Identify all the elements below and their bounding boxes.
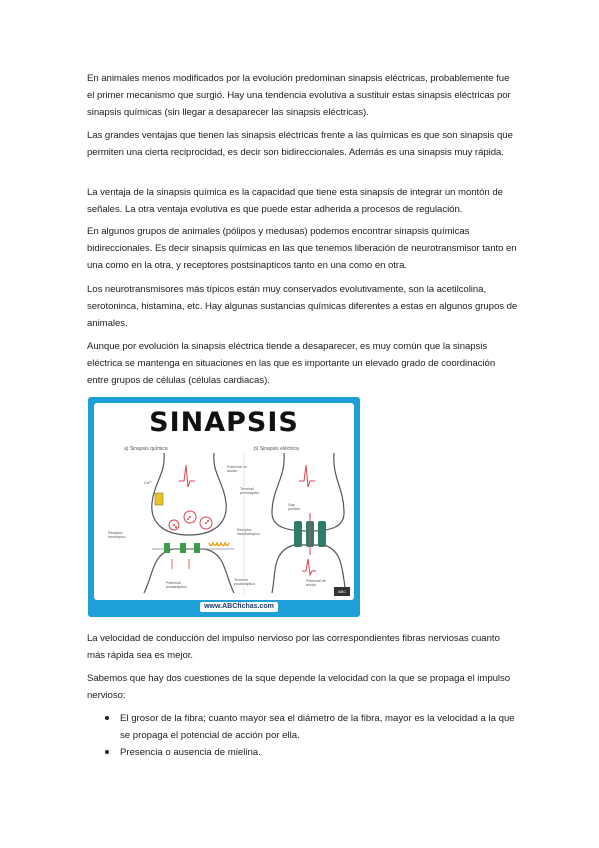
postsynaptic-membrane [144, 549, 234, 593]
paragraph-3: La ventaja de la sinapsis química es la capacidad que tiene esta sinapsis de integrar un montón de señales. La otra ventaja evolutiva es que puede estar adherida a procesos de regulación. [87, 187, 503, 215]
paragraph-8: Sabemos que hay dos cuestiones de la sque depende la velocidad con la que se propaga el impulso nervioso: [87, 673, 511, 701]
bullet-list [87, 710, 519, 761]
bullet-icon [105, 716, 109, 720]
gap-junction-channels [294, 513, 326, 555]
paragraph-2: Las grandes ventajas que tienen las sinapsis eléctricas frente a las químicas es que son sinapsis que permiten una cierta reciprocidad, es decir son bidireccionales. Además es una sinapsis muy rápida. [87, 130, 513, 158]
label-metabotropic-receptor: Receptor metabotrópico [237, 528, 260, 536]
label-postsynaptic-potential: Potencial postsináptico [166, 581, 187, 589]
vesicles [169, 511, 212, 530]
label-electrical-synapse: b) Sinapsis eléctrica [254, 446, 299, 452]
logo-badge: ABC [334, 587, 350, 596]
bullet-text: El grosor de la fibra; cuanto mayor sea el diámetro de la fibra, mayor es la velocidad a la que se propaga el potencial de acción por ella. [120, 713, 515, 741]
label-action-potential: Potencial de acción [227, 465, 247, 473]
label-ionotropic-receptor: Receptor ionotrópico [108, 531, 126, 539]
label-calcium: Ca²⁺ [144, 481, 152, 485]
action-potential-spike [179, 465, 195, 487]
paragraph-7: La velocidad de conducción del impulso nervioso por las correspondientes fibras nerviosas cuanto más rápida sea es mejor. [87, 633, 500, 661]
calcium-channel [155, 493, 163, 505]
paragraph-1: En animales menos modificados por la evolución predominan sinapsis eléctricas, probablemente fue el primer mecanismo que surgió. Hay una tendencia evolutiva a sustituir estas sinapsis eléctricas por sinapsis químicas (sin llegar a desaparecer las sinapsis eléctricas). [87, 73, 511, 118]
electric-action-potential-spike [299, 465, 315, 487]
metabotropic-receptor [209, 543, 229, 546]
figure-canvas [94, 403, 354, 600]
paragraph-4: En algunos grupos de animales (pólipos y medusas) podemos encontrar sinapsis químicas bidireccionales. Es decir sinapsis químicas en las que tenemos liberación de neurotransmisor tanto en una como en la otra, y receptores postsinapticos tanto en una como en otra. [87, 226, 517, 271]
list-item [87, 710, 519, 744]
figure-credit: www.ABCfichas.com [200, 602, 278, 612]
paragraph-6: Aunque por evolución la sinapsis eléctrica tiende a desaparecer, es muy común que la sinapsis eléctrica se mantenga en situaciones en las que es importante un elevado grado de coordinación entre grupos de células (células cardiacas). [87, 341, 496, 386]
label-gap-junction: Gap junction [288, 503, 301, 511]
bullet-text: Presencia o ausencia de mielina. [120, 747, 261, 758]
ionotropic-receptors [164, 543, 200, 553]
synapse-figure [88, 397, 360, 617]
synapse-diagram [94, 403, 354, 600]
figure-title: SINAPSIS [149, 407, 299, 438]
list-item [87, 744, 519, 761]
electrical-presynaptic-membrane [272, 453, 344, 531]
label-postsynaptic-terminal: Terminal postsináptico [234, 578, 255, 586]
electric-post-spike [302, 559, 316, 575]
paragraph-5: Los neurotransmisores más típicos están muy conservados evolutivamente, son la acetilcolina, serotoninca, histamina, etc. Hay algunas sustancias químicas diferentes a estas en algunos grupos de animales. [87, 284, 518, 329]
label-electric-potential: Potencial de acción [306, 579, 326, 587]
bullet-icon [105, 750, 109, 754]
label-presynaptic-terminal: Terminal presináptico [240, 487, 260, 495]
label-chemical-synapse: a) Sinapsis química [124, 446, 168, 452]
